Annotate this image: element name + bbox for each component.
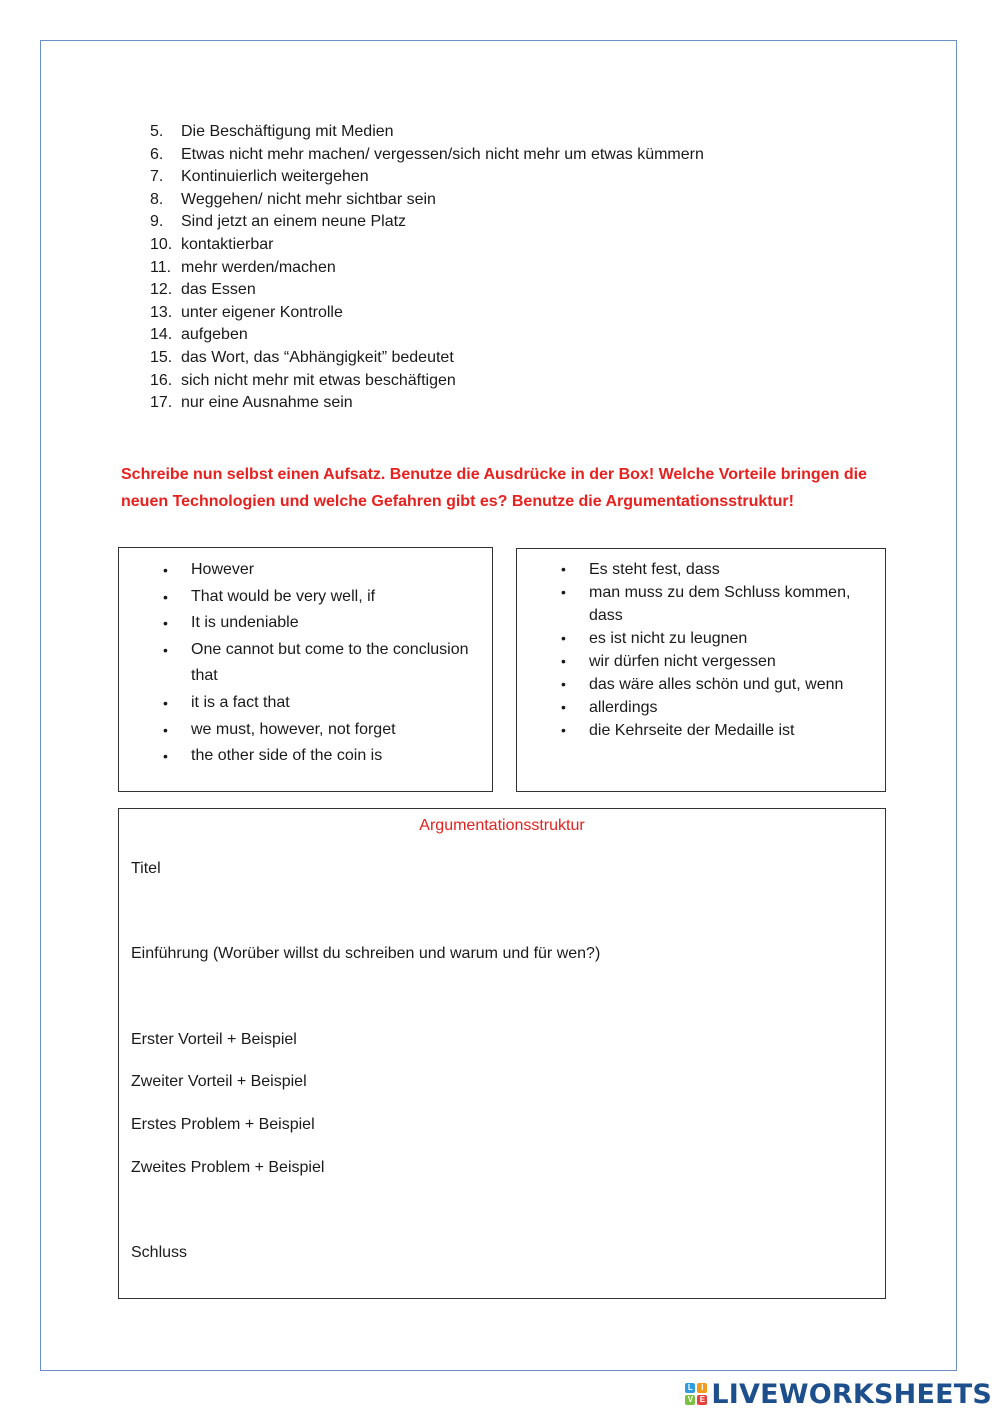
list-item: • It is undeniable	[191, 610, 476, 637]
list-item: • Es steht fest, dass	[589, 558, 874, 581]
german-phrases-box	[516, 548, 886, 792]
structure-vorteil-2: Zweiter Vorteil + Beispiel	[131, 1073, 307, 1090]
bullet-icon: •	[561, 699, 566, 715]
list-item: 16. sich nicht mehr mit etwas beschäftigen	[150, 371, 456, 389]
list-item: 7. Kontinuierlich weitergehen	[150, 168, 369, 186]
list-item: • However	[191, 557, 476, 584]
list-item: 11. mehr werden/machen	[150, 258, 336, 276]
logo-text: LIVEWORKSHEETS	[711, 1378, 992, 1410]
structure-title: Argumentationsstruktur	[419, 817, 585, 834]
bullet-icon: •	[163, 721, 168, 738]
bullet-icon: •	[163, 748, 168, 765]
list-item: 9. Sind jetzt an einem neune Platz	[150, 213, 407, 231]
list-item: 5. Die Beschäftigung mit Medien	[150, 123, 394, 140]
structure-einfuehrung: Einführung (Worüber willst du schreiben und warum und für wen?)	[131, 945, 601, 962]
list-item: • it is a fact that	[191, 690, 476, 717]
list-item: • allerdings	[589, 696, 874, 719]
argument-structure-box	[118, 808, 886, 1299]
structure-titel: Titel	[131, 860, 161, 877]
structure-schluss: Schluss	[131, 1244, 188, 1261]
bullet-icon: •	[561, 653, 566, 669]
bullet-icon: •	[163, 615, 168, 632]
list-item: 15. das Wort, das “Abhängigkeit” bedeutet	[150, 348, 454, 366]
bullet-icon: •	[163, 588, 168, 605]
list-item: 10. kontaktierbar	[150, 235, 274, 253]
list-item: • the other side of the coin is	[191, 743, 476, 770]
list-item: • das wäre alles schön und gut, wenn	[589, 673, 874, 696]
list-item: 17. nur eine Ausnahme sein	[150, 394, 353, 412]
list-item: • die Kehrseite der Medaille ist	[589, 719, 874, 742]
list-item: • we must, however, not forget	[191, 717, 476, 744]
structure-problem-1: Erstes Problem + Beispiel	[131, 1116, 315, 1133]
numbered-list	[150, 121, 704, 415]
bullet-icon: •	[561, 630, 566, 646]
list-item: • That would be very well, if	[191, 584, 476, 611]
instruction-text: Schreibe nun selbst einen Aufsatz. Benutze die Ausdrücke in der Box! Welche Vorteile bringen die neuen Technologien und welche Gefahren gibt es? Benutze die Argumentationsstruktur!	[121, 466, 867, 510]
bullet-icon: •	[561, 561, 566, 577]
list-item: 13. unter eigener Kontrolle	[150, 303, 343, 321]
list-item: 12. das Essen	[150, 281, 256, 299]
list-item: • es ist nicht zu leugnen	[589, 627, 874, 650]
liveworksheets-logo[interactable]	[685, 1378, 992, 1410]
structure-problem-2: Zweites Problem + Beispiel	[131, 1159, 325, 1176]
structure-vorteil-1: Erster Vorteil + Beispiel	[131, 1031, 297, 1048]
bullet-icon: •	[163, 641, 168, 658]
bullet-icon: •	[561, 584, 566, 600]
bullet-icon: •	[561, 676, 566, 692]
list-item: 14. aufgeben	[150, 326, 248, 344]
logo-tiles-icon: L I V E	[685, 1383, 707, 1405]
list-item: • One cannot but come to the conclusion that	[191, 637, 476, 690]
list-item: • wir dürfen nicht vergessen	[589, 650, 874, 673]
list-item: 6. Etwas nicht mehr machen/ vergessen/sich nicht mehr um etwas kümmern	[150, 145, 704, 163]
bullet-icon: •	[163, 562, 168, 578]
list-item: • man muss zu dem Schluss kommen, dass	[589, 581, 874, 627]
list-item: 8. Weggehen/ nicht mehr sichtbar sein	[150, 190, 436, 208]
bullet-icon: •	[163, 694, 168, 711]
bullet-icon: •	[561, 722, 566, 738]
english-phrases-box	[118, 547, 493, 792]
